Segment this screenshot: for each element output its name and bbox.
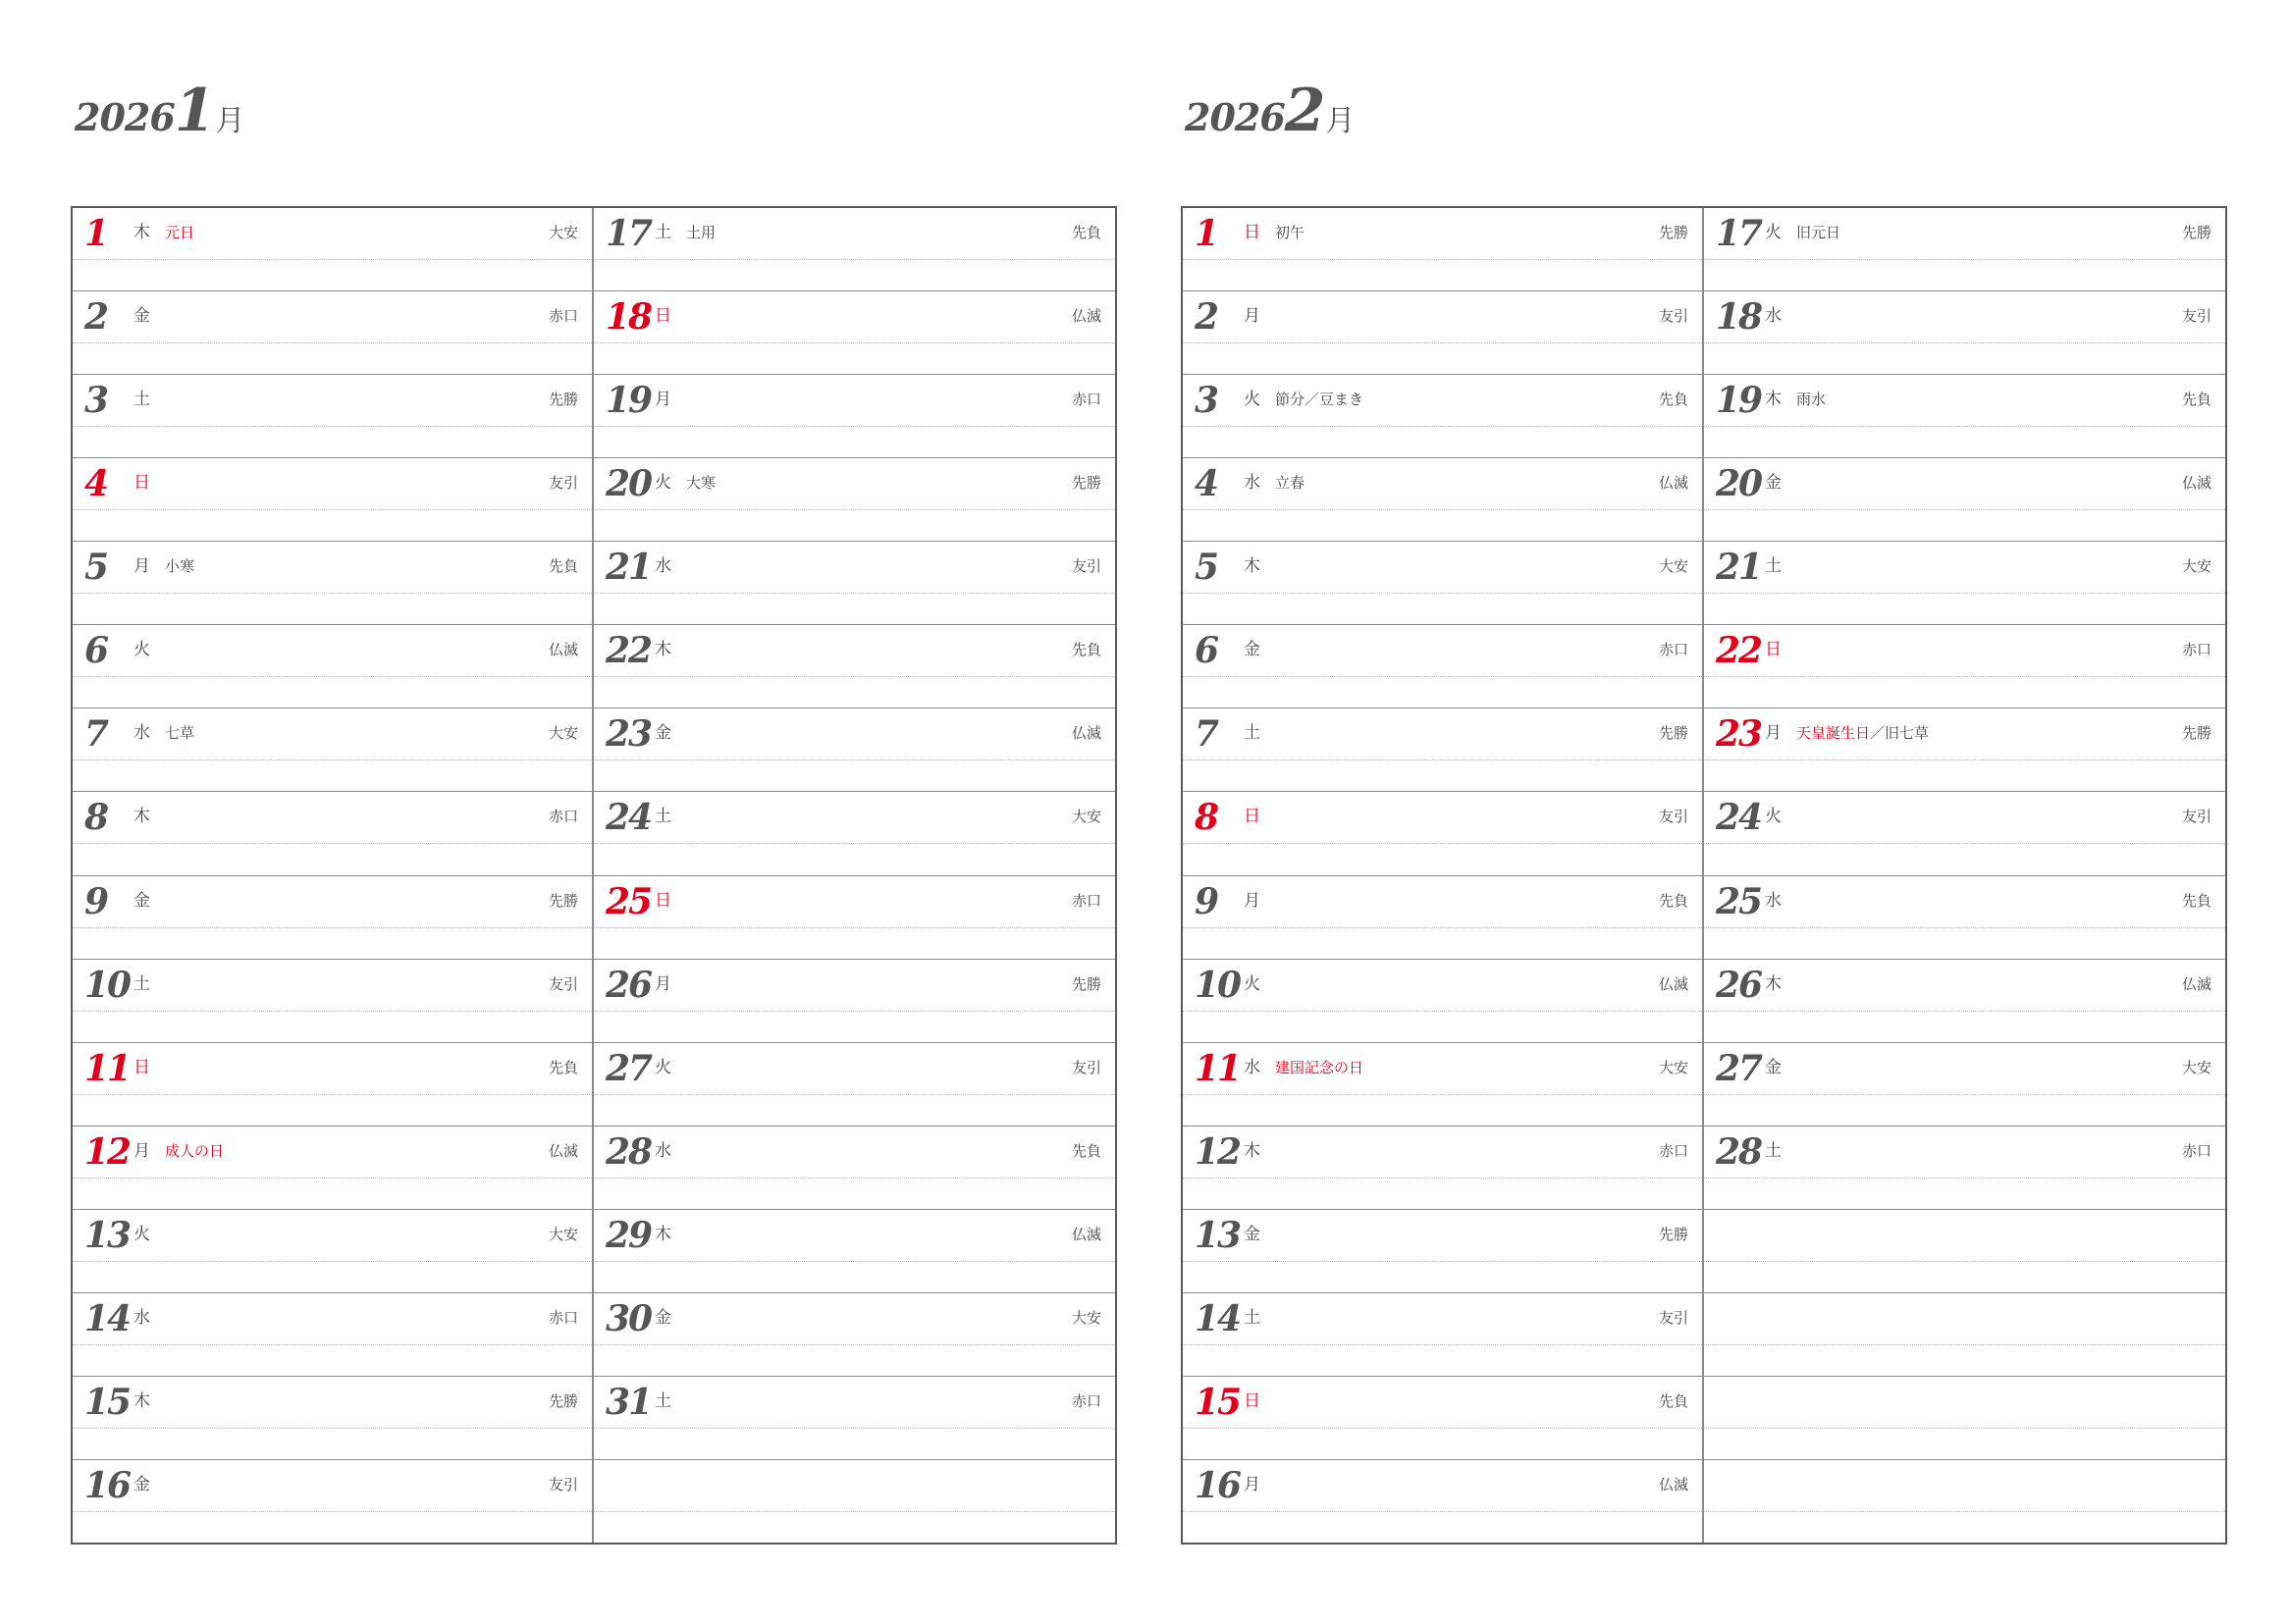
event-label xyxy=(686,222,716,243)
event-name: 旧元日 xyxy=(1796,224,1841,241)
event-name: 節分／豆まき xyxy=(1275,391,1364,409)
day-number: 19 xyxy=(606,380,652,422)
day-number: 3 xyxy=(1195,380,1218,422)
weekday-label: 木 xyxy=(655,640,671,660)
event-label xyxy=(1275,389,1363,410)
day-cell xyxy=(1704,374,2225,457)
day-cell xyxy=(73,1209,592,1292)
event-name: 七草 xyxy=(165,724,195,743)
day-number: 13 xyxy=(84,1214,131,1256)
weekday-label: 水 xyxy=(133,723,150,744)
day-number: 6 xyxy=(1195,630,1218,672)
day-number: 27 xyxy=(606,1047,652,1089)
rokuyo-label: 先勝 xyxy=(1658,724,1688,743)
weekday-label: 水 xyxy=(655,556,671,577)
rokuyo-label: 先勝 xyxy=(548,1391,578,1410)
rokuyo-label: 先勝 xyxy=(1658,1225,1688,1243)
weekday-label: 日 xyxy=(1244,223,1260,242)
rokuyo-label: 先勝 xyxy=(548,391,578,409)
weekday-label: 水 xyxy=(133,1307,150,1328)
day-cell xyxy=(1183,707,1702,791)
rokuyo-label: 先負 xyxy=(548,557,578,576)
weekday-label: 月 xyxy=(1244,890,1260,911)
day-cell xyxy=(73,959,592,1042)
weekday-label: 木 xyxy=(1244,1140,1260,1161)
day-number: 24 xyxy=(1716,797,1762,839)
day-number: 19 xyxy=(1716,380,1762,422)
day-cell xyxy=(594,1292,1115,1376)
rokuyo-label: 仏滅 xyxy=(548,1141,578,1160)
weekday-label: 土 xyxy=(133,973,150,994)
day-cell xyxy=(594,541,1115,624)
rokuyo-label: 友引 xyxy=(1071,557,1101,576)
day-number: 16 xyxy=(1195,1464,1241,1506)
day-number: 12 xyxy=(84,1130,131,1173)
weekday-label: 日 xyxy=(1244,807,1260,827)
event-label xyxy=(1796,389,1826,410)
day-number: 2 xyxy=(1195,296,1218,339)
day-number: 26 xyxy=(606,964,652,1006)
day-number: 2 xyxy=(84,296,108,339)
event-label xyxy=(1796,722,1929,744)
rokuyo-label: 赤口 xyxy=(548,808,578,826)
day-number: 13 xyxy=(1195,1214,1241,1256)
rokuyo-label: 仏滅 xyxy=(1071,307,1101,326)
day-cell xyxy=(1704,290,2225,374)
event-name: 成人の日 xyxy=(165,1141,225,1160)
rokuyo-label: 仏滅 xyxy=(1658,474,1688,493)
day-cell xyxy=(1704,541,2225,624)
day-number: 26 xyxy=(1716,964,1762,1006)
weekday-label: 水 xyxy=(1765,306,1782,327)
day-number: 6 xyxy=(84,630,108,672)
weekday-label: 木 xyxy=(1765,390,1782,410)
event-name: 雨水 xyxy=(1796,391,1827,409)
day-cell xyxy=(1183,208,1702,290)
day-number: 30 xyxy=(606,1297,652,1339)
day-number: 25 xyxy=(1716,880,1762,922)
day-cell xyxy=(594,959,1115,1042)
day-number: 16 xyxy=(84,1464,131,1506)
weekday-label: 月 xyxy=(655,973,671,994)
day-cell xyxy=(594,624,1115,707)
rokuyo-label: 大安 xyxy=(1071,1308,1101,1327)
day-number: 18 xyxy=(606,296,652,339)
calendar-column-left xyxy=(1183,208,1704,1543)
weekday-label: 水 xyxy=(655,1140,671,1161)
day-cell xyxy=(73,791,592,874)
day-cell xyxy=(1704,707,2225,791)
rokuyo-label: 仏滅 xyxy=(2181,474,2211,493)
rokuyo-label: 先負 xyxy=(1658,391,1688,409)
rokuyo-label: 仏滅 xyxy=(1071,724,1101,743)
weekday-label: 月 xyxy=(133,556,150,577)
weekday-label: 火 xyxy=(133,640,150,660)
event-name: 立春 xyxy=(1275,474,1305,493)
event-label xyxy=(165,1140,224,1162)
day-cell xyxy=(1704,875,2225,959)
weekday-label: 金 xyxy=(133,1474,150,1494)
day-cell xyxy=(73,374,592,457)
weekday-label: 日 xyxy=(1765,640,1782,660)
month-title xyxy=(1185,77,1356,145)
day-cell xyxy=(594,457,1115,541)
event-suffix: ／旧七草 xyxy=(1870,724,1930,743)
day-number: 4 xyxy=(1195,463,1218,505)
day-cell xyxy=(73,457,592,541)
weekday-label: 土 xyxy=(1244,1307,1260,1328)
rokuyo-label: 友引 xyxy=(1071,1058,1101,1076)
rokuyo-label: 先負 xyxy=(548,1058,578,1076)
day-number: 17 xyxy=(606,213,652,254)
day-number: 21 xyxy=(1716,547,1762,589)
day-cell xyxy=(73,1126,592,1209)
rokuyo-label: 大安 xyxy=(548,724,578,743)
day-cell xyxy=(1704,208,2225,290)
day-number: 20 xyxy=(606,463,652,505)
rokuyo-label: 仏滅 xyxy=(1658,974,1688,993)
rokuyo-label: 仏滅 xyxy=(2181,974,2211,993)
empty-cell xyxy=(594,1459,1115,1543)
day-cell xyxy=(1183,374,1702,457)
day-number: 31 xyxy=(606,1381,652,1423)
event-label xyxy=(1796,222,1840,243)
event-label xyxy=(165,222,194,243)
weekday-label: 土 xyxy=(1765,1140,1782,1161)
rokuyo-label: 赤口 xyxy=(1071,391,1101,409)
rokuyo-label: 先勝 xyxy=(2181,724,2211,743)
day-number: 14 xyxy=(84,1297,131,1339)
rokuyo-label: 大安 xyxy=(548,224,578,241)
empty-cell xyxy=(1704,1292,2225,1376)
day-cell xyxy=(73,1459,592,1543)
day-number: 22 xyxy=(1716,630,1762,672)
day-cell xyxy=(73,1376,592,1459)
day-cell xyxy=(1183,959,1702,1042)
day-cell xyxy=(1183,1126,1702,1209)
day-number: 11 xyxy=(84,1047,131,1089)
day-number: 21 xyxy=(606,547,652,589)
rokuyo-label: 仏滅 xyxy=(1071,1225,1101,1243)
rokuyo-label: 友引 xyxy=(548,974,578,993)
year-label: 2026 xyxy=(1185,95,1285,139)
rokuyo-label: 赤口 xyxy=(1658,641,1688,659)
rokuyo-label: 友引 xyxy=(2181,307,2211,326)
day-cell xyxy=(594,1376,1115,1459)
rokuyo-label: 赤口 xyxy=(2181,641,2211,659)
weekday-label: 土 xyxy=(133,390,150,410)
rokuyo-label: 赤口 xyxy=(1658,1141,1688,1160)
weekday-label: 木 xyxy=(133,807,150,827)
day-number: 12 xyxy=(1195,1130,1241,1173)
month-number: 2 xyxy=(1284,77,1324,145)
rokuyo-label: 赤口 xyxy=(548,307,578,326)
day-number: 3 xyxy=(84,380,108,422)
rokuyo-label: 先負 xyxy=(2181,391,2211,409)
rokuyo-label: 赤口 xyxy=(2181,1141,2211,1160)
day-cell xyxy=(1183,290,1702,374)
weekday-label: 金 xyxy=(1765,473,1782,494)
weekday-label: 土 xyxy=(655,223,671,242)
day-cell xyxy=(1183,875,1702,959)
weekday-label: 水 xyxy=(1765,890,1782,911)
day-cell xyxy=(1704,791,2225,874)
weekday-label: 日 xyxy=(655,306,671,327)
year-label: 2026 xyxy=(75,95,175,139)
rokuyo-label: 大安 xyxy=(548,1225,578,1243)
day-number: 29 xyxy=(606,1214,652,1256)
month-kanji: 月 xyxy=(1325,104,1356,138)
day-cell xyxy=(1183,791,1702,874)
day-cell xyxy=(73,1042,592,1126)
day-cell xyxy=(73,707,592,791)
day-number: 8 xyxy=(1195,797,1218,839)
weekday-label: 木 xyxy=(133,1390,150,1411)
rokuyo-label: 大安 xyxy=(1071,808,1101,826)
rokuyo-label: 大安 xyxy=(1658,1058,1688,1076)
day-cell xyxy=(594,290,1115,374)
day-cell xyxy=(594,1209,1115,1292)
weekday-label: 火 xyxy=(1765,223,1782,242)
day-number: 8 xyxy=(84,797,108,839)
weekday-label: 金 xyxy=(655,723,671,744)
event-name: 天皇誕生日 xyxy=(1796,724,1871,743)
rokuyo-label: 先勝 xyxy=(1658,224,1688,241)
day-cell xyxy=(1183,1209,1702,1292)
rokuyo-label: 友引 xyxy=(1658,1308,1688,1327)
rokuyo-label: 友引 xyxy=(1658,808,1688,826)
calendar-column-right xyxy=(1704,208,2225,1543)
day-cell xyxy=(594,374,1115,457)
day-number: 5 xyxy=(84,547,108,589)
calendar-column-right xyxy=(594,208,1115,1543)
weekday-label: 日 xyxy=(655,890,671,911)
event-name: 小寒 xyxy=(165,557,195,576)
weekday-label: 水 xyxy=(1244,1057,1260,1077)
day-cell xyxy=(73,290,592,374)
day-number: 1 xyxy=(84,213,108,254)
calendar-grid xyxy=(71,206,1117,1545)
rokuyo-label: 友引 xyxy=(1658,307,1688,326)
weekday-label: 金 xyxy=(1244,640,1260,660)
weekday-label: 火 xyxy=(655,473,671,494)
rokuyo-label: 友引 xyxy=(2181,808,2211,826)
empty-cell xyxy=(1704,1209,2225,1292)
weekday-label: 木 xyxy=(655,1224,671,1244)
weekday-label: 火 xyxy=(133,1224,150,1244)
event-name: 元日 xyxy=(165,224,195,241)
day-cell xyxy=(594,707,1115,791)
month-kanji: 月 xyxy=(215,104,245,138)
weekday-label: 月 xyxy=(1765,723,1782,744)
day-number: 22 xyxy=(606,630,652,672)
weekday-label: 土 xyxy=(655,807,671,827)
weekday-label: 金 xyxy=(655,1307,671,1328)
day-number: 9 xyxy=(1195,880,1218,922)
day-number: 27 xyxy=(1716,1047,1762,1089)
weekday-label: 土 xyxy=(1244,723,1260,744)
day-number: 7 xyxy=(1195,713,1218,756)
day-cell xyxy=(73,208,592,290)
day-cell xyxy=(1183,1459,1702,1543)
empty-cell xyxy=(1704,1376,2225,1459)
day-number: 18 xyxy=(1716,296,1762,339)
event-label xyxy=(1275,1057,1363,1078)
weekday-label: 月 xyxy=(1244,1474,1260,1494)
weekday-label: 火 xyxy=(1244,973,1260,994)
rokuyo-label: 先勝 xyxy=(548,891,578,910)
rokuyo-label: 友引 xyxy=(548,474,578,493)
day-cell xyxy=(594,1042,1115,1126)
weekday-label: 金 xyxy=(1244,1224,1260,1244)
event-name: 初午 xyxy=(1275,224,1305,241)
day-cell xyxy=(73,875,592,959)
day-number: 11 xyxy=(1195,1047,1241,1089)
day-cell xyxy=(1704,1126,2225,1209)
weekday-label: 日 xyxy=(1244,1390,1260,1411)
weekday-label: 木 xyxy=(1765,973,1782,994)
day-number: 14 xyxy=(1195,1297,1241,1339)
rokuyo-label: 大安 xyxy=(2181,1058,2211,1076)
rokuyo-label: 先負 xyxy=(2181,891,2211,910)
event-label xyxy=(165,555,194,577)
weekday-label: 月 xyxy=(655,390,671,410)
day-cell xyxy=(1183,1376,1702,1459)
day-cell xyxy=(1704,624,2225,707)
day-number: 24 xyxy=(606,797,652,839)
rokuyo-label: 大安 xyxy=(1658,557,1688,576)
weekday-label: 火 xyxy=(1244,390,1260,410)
day-cell xyxy=(1183,457,1702,541)
month-title xyxy=(75,77,245,145)
event-label xyxy=(1275,222,1305,243)
event-label xyxy=(165,722,194,744)
rokuyo-label: 先負 xyxy=(1071,224,1101,241)
day-cell xyxy=(1704,1042,2225,1126)
rokuyo-label: 先負 xyxy=(1071,1141,1101,1160)
weekday-label: 土 xyxy=(655,1390,671,1411)
day-cell xyxy=(1183,541,1702,624)
weekday-label: 金 xyxy=(133,890,150,911)
day-cell xyxy=(73,541,592,624)
day-number: 28 xyxy=(606,1130,652,1173)
event-name: 大寒 xyxy=(686,474,717,493)
weekday-label: 水 xyxy=(1244,473,1260,494)
day-number: 9 xyxy=(84,880,108,922)
day-cell xyxy=(1704,457,2225,541)
weekday-label: 火 xyxy=(1765,807,1782,827)
weekday-label: 火 xyxy=(655,1057,671,1077)
rokuyo-label: 赤口 xyxy=(1071,1391,1101,1410)
day-number: 28 xyxy=(1716,1130,1762,1173)
day-number: 17 xyxy=(1716,213,1762,254)
day-cell xyxy=(1183,1042,1702,1126)
day-number: 23 xyxy=(1716,713,1762,756)
event-name: 建国記念の日 xyxy=(1275,1058,1364,1076)
day-number: 7 xyxy=(84,713,108,756)
weekday-label: 木 xyxy=(1244,556,1260,577)
weekday-label: 金 xyxy=(133,306,150,327)
weekday-label: 金 xyxy=(1765,1057,1782,1077)
event-name: 土用 xyxy=(686,224,717,241)
day-cell xyxy=(1183,1292,1702,1376)
day-cell xyxy=(594,875,1115,959)
rokuyo-label: 先負 xyxy=(1071,641,1101,659)
day-number: 15 xyxy=(84,1381,131,1423)
calendar-grid xyxy=(1181,206,2227,1545)
day-number: 23 xyxy=(606,713,652,756)
rokuyo-label: 赤口 xyxy=(548,1308,578,1327)
day-cell xyxy=(1183,624,1702,707)
rokuyo-label: 先負 xyxy=(1658,891,1688,910)
day-cell xyxy=(73,1292,592,1376)
event-label xyxy=(686,472,716,494)
day-cell xyxy=(1704,959,2225,1042)
weekday-label: 日 xyxy=(133,1057,150,1077)
day-number: 20 xyxy=(1716,463,1762,505)
day-cell xyxy=(594,1126,1115,1209)
weekday-label: 月 xyxy=(133,1140,150,1161)
rokuyo-label: 先勝 xyxy=(1071,974,1101,993)
day-cell xyxy=(73,624,592,707)
day-number: 10 xyxy=(84,964,131,1006)
weekday-label: 木 xyxy=(133,223,150,242)
rokuyo-label: 赤口 xyxy=(1071,891,1101,910)
rokuyo-label: 仏滅 xyxy=(1658,1475,1688,1493)
rokuyo-label: 大安 xyxy=(2181,557,2211,576)
rokuyo-label: 友引 xyxy=(548,1475,578,1493)
weekday-label: 土 xyxy=(1765,556,1782,577)
day-number: 25 xyxy=(606,880,652,922)
day-number: 5 xyxy=(1195,547,1218,589)
day-number: 1 xyxy=(1195,213,1218,254)
rokuyo-label: 先負 xyxy=(1658,1391,1688,1410)
empty-cell xyxy=(1704,1459,2225,1543)
rokuyo-label: 仏滅 xyxy=(548,641,578,659)
day-cell xyxy=(594,791,1115,874)
weekday-label: 日 xyxy=(133,473,150,494)
rokuyo-label: 先勝 xyxy=(1071,474,1101,493)
day-cell xyxy=(594,208,1115,290)
calendar-column-left xyxy=(73,208,594,1543)
rokuyo-label: 先勝 xyxy=(2181,224,2211,241)
day-number: 10 xyxy=(1195,964,1241,1006)
month-number: 1 xyxy=(174,77,214,145)
day-number: 15 xyxy=(1195,1381,1241,1423)
day-number: 4 xyxy=(84,463,108,505)
event-label xyxy=(1275,472,1305,494)
weekday-label: 月 xyxy=(1244,306,1260,327)
